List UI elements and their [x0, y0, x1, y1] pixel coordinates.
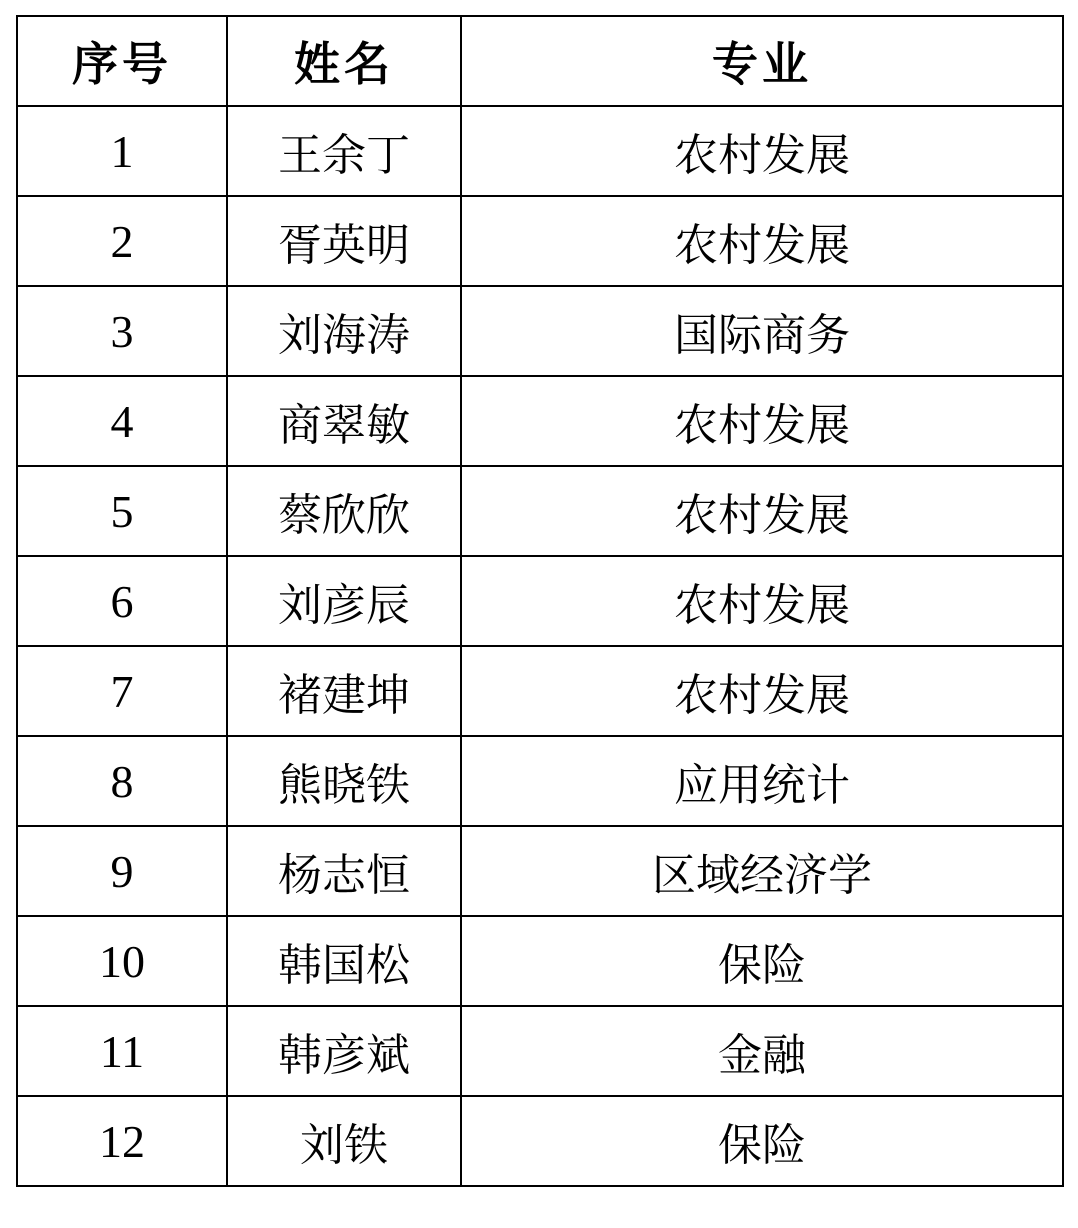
cell-major: 保险 [461, 916, 1063, 1006]
cell-major: 农村发展 [461, 196, 1063, 286]
cell-index: 1 [17, 106, 227, 196]
cell-major: 国际商务 [461, 286, 1063, 376]
cell-index: 12 [17, 1096, 227, 1186]
cell-index: 5 [17, 466, 227, 556]
cell-name: 韩国松 [227, 916, 461, 1006]
cell-name: 商翠敏 [227, 376, 461, 466]
cell-index: 3 [17, 286, 227, 376]
cell-major: 保险 [461, 1096, 1063, 1186]
cell-major: 农村发展 [461, 376, 1063, 466]
cell-name: 刘海涛 [227, 286, 461, 376]
cell-name: 王余丁 [227, 106, 461, 196]
table-row [17, 736, 1063, 826]
table-row [17, 556, 1063, 646]
cell-name: 褚建坤 [227, 646, 461, 736]
cell-major: 农村发展 [461, 466, 1063, 556]
cell-major: 农村发展 [461, 106, 1063, 196]
table-row [17, 646, 1063, 736]
cell-name: 胥英明 [227, 196, 461, 286]
cell-index: 10 [17, 916, 227, 1006]
cell-name: 蔡欣欣 [227, 466, 461, 556]
table-row [17, 376, 1063, 466]
cell-name: 熊晓铁 [227, 736, 461, 826]
cell-major: 金融 [461, 1006, 1063, 1096]
header-name: 姓名 [227, 16, 461, 106]
cell-major: 应用统计 [461, 736, 1063, 826]
cell-index: 2 [17, 196, 227, 286]
cell-index: 6 [17, 556, 227, 646]
cell-name: 杨志恒 [227, 826, 461, 916]
header-index: 序号 [17, 16, 227, 106]
cell-index: 8 [17, 736, 227, 826]
table-row [17, 826, 1063, 916]
header-row [17, 16, 1063, 106]
cell-index: 4 [17, 376, 227, 466]
table-row [17, 466, 1063, 556]
table-row [17, 286, 1063, 376]
cell-name: 韩彦斌 [227, 1006, 461, 1096]
table-row [17, 1096, 1063, 1186]
cell-index: 9 [17, 826, 227, 916]
table-row [17, 106, 1063, 196]
cell-name: 刘铁 [227, 1096, 461, 1186]
table-row [17, 196, 1063, 286]
cell-index: 11 [17, 1006, 227, 1096]
header-major: 专业 [461, 16, 1063, 106]
cell-index: 7 [17, 646, 227, 736]
cell-name: 刘彦辰 [227, 556, 461, 646]
cell-major: 区域经济学 [461, 826, 1063, 916]
table-row [17, 916, 1063, 1006]
cell-major: 农村发展 [461, 556, 1063, 646]
cell-major: 农村发展 [461, 646, 1063, 736]
student-table [16, 15, 1064, 1187]
table-row [17, 1006, 1063, 1096]
